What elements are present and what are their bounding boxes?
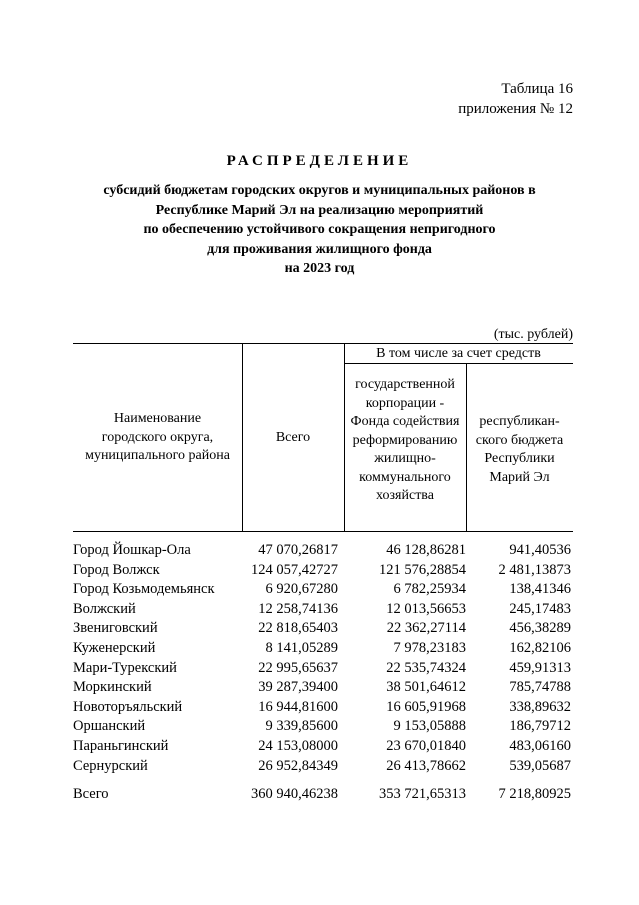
header-line: республикан- xyxy=(479,414,560,429)
row-name: Город Волжск xyxy=(73,561,160,578)
subtitle-line: для проживания жилищного фонда xyxy=(207,241,432,257)
header-line: корпорации - xyxy=(365,395,445,411)
header-line: Наименование xyxy=(113,411,202,426)
row-total: 16 944,81600 xyxy=(258,698,338,715)
row-name: Оршанский xyxy=(73,718,146,735)
column-header-total: Всего xyxy=(275,430,311,445)
header-line: жилищно- xyxy=(374,451,436,466)
row-republic: 456,38289 xyxy=(509,620,571,637)
header-line: Марий Эл xyxy=(489,469,550,485)
table-row xyxy=(0,620,639,639)
appendix-label: приложения № 12 xyxy=(458,101,573,117)
table-row xyxy=(0,738,639,757)
table-row xyxy=(0,660,639,679)
header-line: хозяйства xyxy=(376,488,434,503)
row-name: Город Козьмодемьянск xyxy=(73,581,215,598)
row-republic: 338,89632 xyxy=(509,698,571,715)
subtitle-line: по обеспечению устойчивого сокращения непригодного xyxy=(143,222,496,237)
column-header-fund xyxy=(344,376,466,506)
row-fund: 26 413,78662 xyxy=(386,757,466,774)
table-row xyxy=(0,542,639,561)
row-total: 9 339,85600 xyxy=(265,718,338,735)
row-republic: 539,05687 xyxy=(509,757,571,774)
row-fund: 121 576,28854 xyxy=(379,561,466,578)
row-republic: 162,82106 xyxy=(509,640,571,656)
header-line: муниципального района xyxy=(85,448,230,463)
table-row xyxy=(0,679,639,698)
row-fund: 7 978,23183 xyxy=(393,640,466,656)
header-line: государственной xyxy=(355,377,455,392)
table-total-row xyxy=(0,786,639,805)
table-top-border xyxy=(73,343,573,344)
header-line: Республики xyxy=(484,451,555,466)
row-total: 124 057,42727 xyxy=(251,561,338,578)
row-republic: 2 481,13873 xyxy=(498,561,571,578)
row-name: Новоторъяльский xyxy=(73,698,183,715)
column-header-name xyxy=(73,410,242,466)
row-fund: 22 362,27114 xyxy=(386,620,466,637)
row-total: 22 818,65403 xyxy=(258,620,338,637)
row-republic: 138,41346 xyxy=(509,581,571,598)
document-title: РАСПРЕДЕЛЕНИЕ xyxy=(226,153,413,169)
header-line: городского округа, xyxy=(101,429,214,445)
row-name: Сернурский xyxy=(73,757,148,774)
row-name: Мари-Турекский xyxy=(73,659,177,676)
table-row xyxy=(0,718,639,737)
table-row xyxy=(0,640,639,659)
total-row-republic: 7 218,80925 xyxy=(498,786,571,802)
table-row xyxy=(0,581,639,600)
row-fund: 16 605,91968 xyxy=(386,698,466,715)
subtitle-line: на 2023 год xyxy=(284,261,355,276)
row-total: 6 920,67280 xyxy=(265,581,338,598)
row-total: 26 952,84349 xyxy=(258,757,338,774)
row-total: 12 258,74136 xyxy=(258,600,338,617)
column-header-including: В том числе за счет средств xyxy=(376,346,541,361)
row-republic: 941,40536 xyxy=(509,542,571,558)
row-fund: 23 670,01840 xyxy=(386,738,466,754)
header-line: реформированию xyxy=(352,432,458,448)
column-header-republic xyxy=(466,413,573,487)
total-row-total: 360 940,46238 xyxy=(251,786,338,802)
row-name: Моркинский xyxy=(73,679,152,696)
row-name: Куженерский xyxy=(73,640,156,656)
total-row-fund: 353 721,65313 xyxy=(379,786,466,802)
row-fund: 38 501,64612 xyxy=(386,679,466,696)
row-name: Город Йошкар-Ола xyxy=(73,542,191,558)
row-republic: 785,74788 xyxy=(509,679,571,696)
row-name: Волжский xyxy=(73,600,136,617)
row-total: 22 995,65637 xyxy=(258,659,338,676)
row-name: Параньгинский xyxy=(73,738,169,754)
row-total: 39 287,39400 xyxy=(258,679,338,696)
subtitle-line: Республике Марий Эл на реализацию мероприятий xyxy=(155,202,484,218)
row-republic: 186,79712 xyxy=(509,718,571,735)
total-row-name: Всего xyxy=(73,786,109,802)
row-fund: 6 782,25934 xyxy=(393,581,466,598)
row-republic: 483,06160 xyxy=(509,738,571,754)
row-fund: 46 128,86281 xyxy=(386,542,466,558)
table-row xyxy=(0,601,639,620)
unit-label: (тыс. рублей) xyxy=(493,327,573,342)
header-line: коммунального xyxy=(359,469,451,485)
row-total: 8 141,05289 xyxy=(265,640,338,656)
subtitle-line: субсидий бюджетам городских округов и муниципальных районов в xyxy=(103,183,536,198)
row-fund: 12 013,56653 xyxy=(386,600,466,617)
table-row xyxy=(0,562,639,581)
row-fund: 9 153,05888 xyxy=(393,718,466,735)
row-republic: 459,91313 xyxy=(509,659,571,676)
row-name: Звениговский xyxy=(73,620,158,637)
row-republic: 245,17483 xyxy=(509,600,571,617)
header-line: ского бюджета xyxy=(475,432,564,448)
table-row xyxy=(0,699,639,718)
row-total: 24 153,08000 xyxy=(258,738,338,754)
table-row xyxy=(0,758,639,777)
document-subtitle xyxy=(0,181,639,279)
header-line: Фонда содействия xyxy=(350,414,460,429)
row-fund: 22 535,74324 xyxy=(386,659,466,676)
row-total: 47 070,26817 xyxy=(258,542,338,558)
table-number-label: Таблица 16 xyxy=(501,81,573,97)
header-bottom-border xyxy=(73,531,573,532)
